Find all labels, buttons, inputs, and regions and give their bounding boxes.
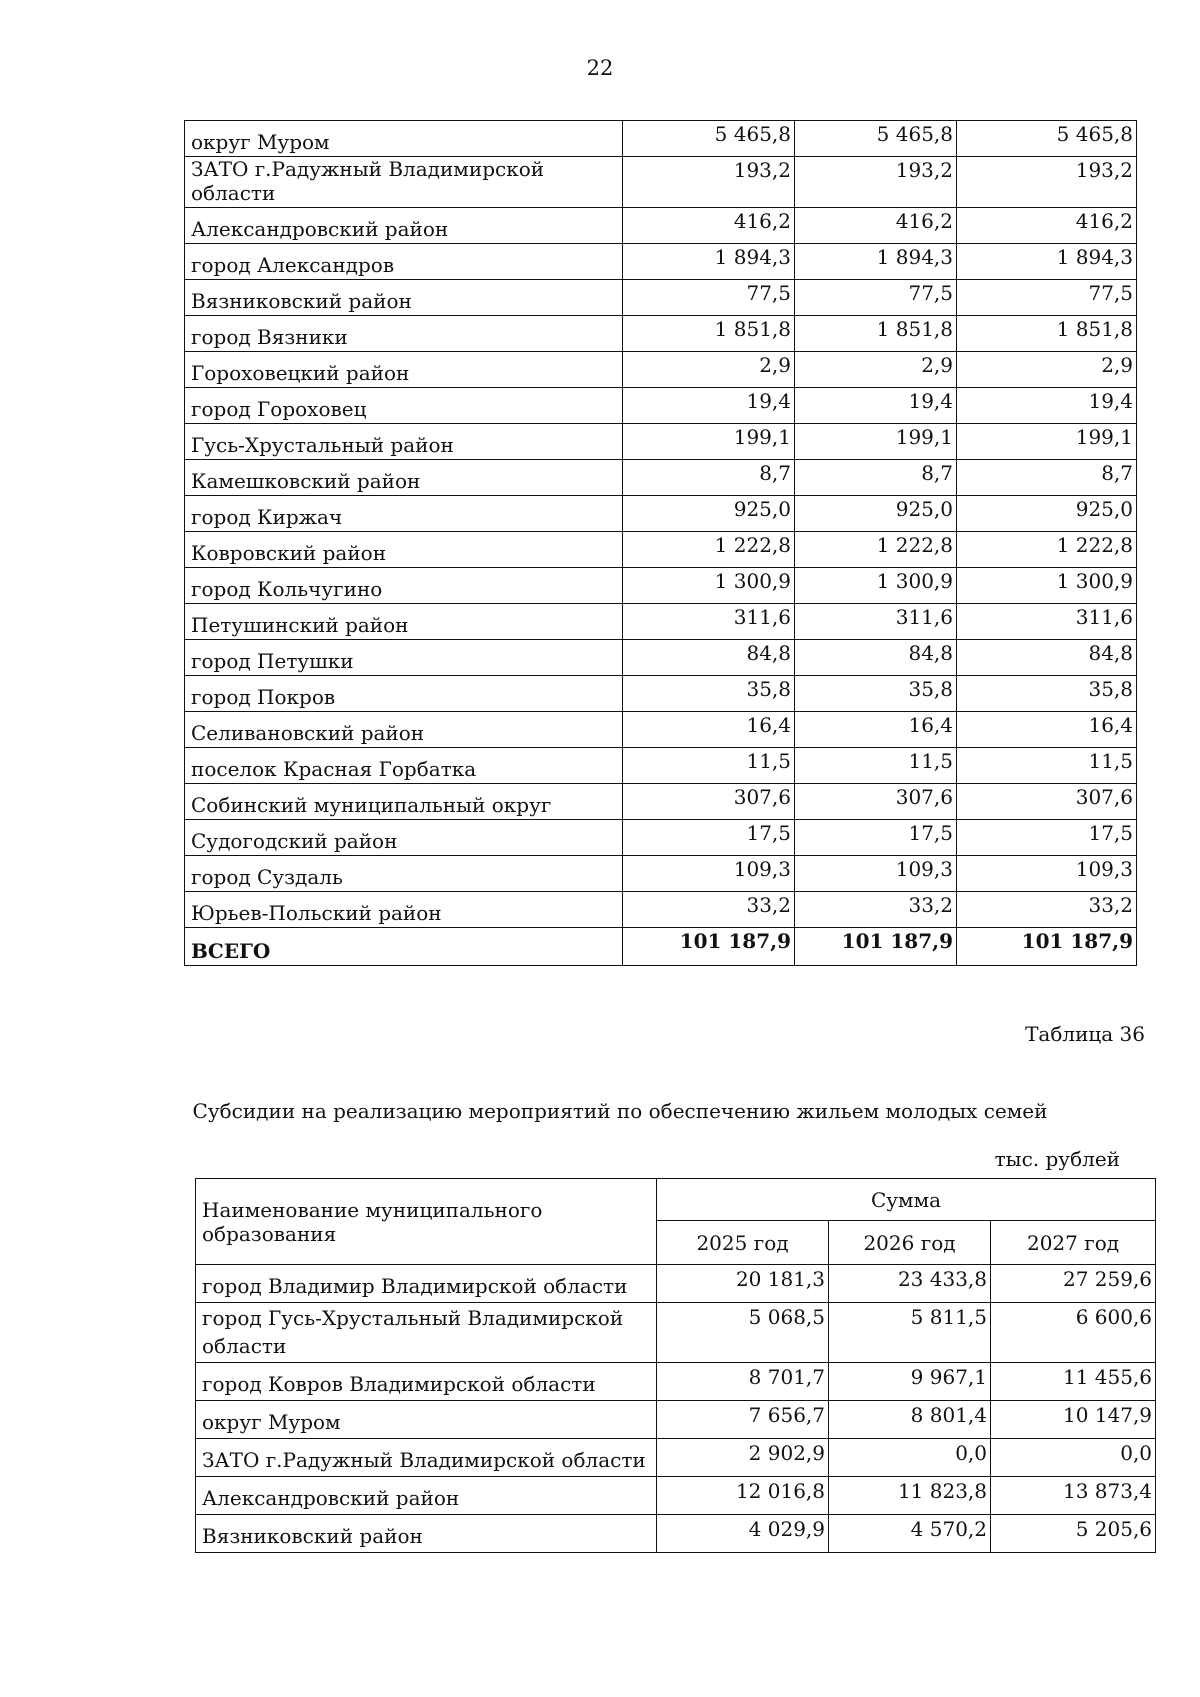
value-2026-cell: 9 967,1 [829, 1363, 991, 1401]
municipality-name-cell: Камешковский район [185, 460, 623, 496]
municipality-name-cell: Александровский район [185, 208, 623, 244]
value-2027-cell: 11 455,6 [991, 1363, 1156, 1401]
table2-body [196, 1265, 1156, 1553]
municipality-name-cell: Гороховецкий район [185, 352, 623, 388]
value-2026-cell: 84,8 [795, 640, 957, 676]
value-2027-cell: 10 147,9 [991, 1401, 1156, 1439]
value-2025-cell: 199,1 [623, 424, 795, 460]
value-2025-cell: 35,8 [623, 676, 795, 712]
table-row [185, 208, 1137, 244]
municipality-name-cell: поселок Красная Горбатка [185, 748, 623, 784]
value-2027-cell: 1 222,8 [957, 532, 1137, 568]
value-2027-cell: 2,9 [957, 352, 1137, 388]
municipality-name-cell: город Ковров Владимирской области [196, 1363, 657, 1401]
column-header-2025: 2025 год [657, 1221, 829, 1265]
value-2025-cell: 109,3 [623, 856, 795, 892]
table-row [196, 1439, 1156, 1477]
table-caption: Таблица 36 [1025, 1022, 1145, 1046]
value-2026-cell: 109,3 [795, 856, 957, 892]
municipality-name-cell: Гусь-Хрустальный район [185, 424, 623, 460]
subsidies-table-continued [184, 120, 1137, 966]
value-2025-cell: 33,2 [623, 892, 795, 928]
value-2026-cell: 311,6 [795, 604, 957, 640]
municipality-name-cell: округ Муром [196, 1401, 657, 1439]
value-2025-cell: 17,5 [623, 820, 795, 856]
value-2025-cell: 12 016,8 [657, 1477, 829, 1515]
value-2025-cell: 84,8 [623, 640, 795, 676]
municipality-name-cell: город Киржач [185, 496, 623, 532]
table-row [185, 388, 1137, 424]
table-row [185, 640, 1137, 676]
value-2027-cell: 0,0 [991, 1439, 1156, 1477]
value-2027-cell: 5 465,8 [957, 121, 1137, 157]
value-2027-cell: 109,3 [957, 856, 1137, 892]
value-2025-cell: 416,2 [623, 208, 795, 244]
value-2026-cell: 17,5 [795, 820, 957, 856]
value-2026-cell: 35,8 [795, 676, 957, 712]
value-2027-cell: 16,4 [957, 712, 1137, 748]
municipality-name-cell: город Гороховец [185, 388, 623, 424]
municipality-name-cell: город Гусь-Хрустальный Владимирской области [196, 1303, 657, 1363]
value-2026-cell: 19,4 [795, 388, 957, 424]
value-2027-cell: 27 259,6 [991, 1265, 1156, 1303]
value-2026-cell: 8 801,4 [829, 1401, 991, 1439]
table-row [185, 676, 1137, 712]
municipality-name-cell: город Вязники [185, 316, 623, 352]
value-2027-cell: 8,7 [957, 460, 1137, 496]
table-row [185, 244, 1137, 280]
column-header-2026: 2026 год [829, 1221, 991, 1265]
value-2025-cell: 11,5 [623, 748, 795, 784]
municipality-name-cell: город Кольчугино [185, 568, 623, 604]
value-2026-cell: 16,4 [795, 712, 957, 748]
table-row [185, 460, 1137, 496]
value-2025-cell: 7 656,7 [657, 1401, 829, 1439]
municipality-name-cell: Юрьев-Польский район [185, 892, 623, 928]
value-2026-cell: 2,9 [795, 352, 957, 388]
value-2026-cell: 33,2 [795, 892, 957, 928]
municipality-name-cell: город Александров [185, 244, 623, 280]
table-row [185, 856, 1137, 892]
table-row [185, 280, 1137, 316]
page-number: 22 [586, 56, 614, 80]
table-row [196, 1303, 1156, 1363]
value-2026-cell: 416,2 [795, 208, 957, 244]
table-title: Субсидии на реализацию мероприятий по обеспечению жильем молодых семей [192, 1099, 1048, 1123]
value-2027-cell: 925,0 [957, 496, 1137, 532]
value-2027-cell: 5 205,6 [991, 1515, 1156, 1553]
table-row [185, 892, 1137, 928]
value-2026-cell: 77,5 [795, 280, 957, 316]
value-2027-cell: 311,6 [957, 604, 1137, 640]
young-families-housing-table [195, 1178, 1156, 1553]
value-2027-cell: 1 300,9 [957, 568, 1137, 604]
table-row [196, 1401, 1156, 1439]
value-2027-cell: 35,8 [957, 676, 1137, 712]
column-header-name: Наименование муниципального образования [196, 1179, 657, 1265]
value-2025-cell: 4 029,9 [657, 1515, 829, 1553]
municipality-name-cell: город Суздаль [185, 856, 623, 892]
value-2025-cell: 16,4 [623, 712, 795, 748]
table-row [185, 784, 1137, 820]
table-row [196, 1477, 1156, 1515]
municipality-name-cell: город Петушки [185, 640, 623, 676]
value-2025-cell: 2 902,9 [657, 1439, 829, 1477]
total-2027-cell: 101 187,9 [957, 928, 1137, 966]
value-2027-cell: 84,8 [957, 640, 1137, 676]
table-row [196, 1363, 1156, 1401]
value-2026-cell: 5 465,8 [795, 121, 957, 157]
municipality-name-cell: Судогодский район [185, 820, 623, 856]
value-2027-cell: 77,5 [957, 280, 1137, 316]
value-2026-cell: 4 570,2 [829, 1515, 991, 1553]
value-2026-cell: 199,1 [795, 424, 957, 460]
value-2027-cell: 11,5 [957, 748, 1137, 784]
municipality-name-cell: ЗАТО г.Радужный Владимирской области [196, 1439, 657, 1477]
value-2026-cell: 1 300,9 [795, 568, 957, 604]
municipality-name-cell: округ Муром [185, 121, 623, 157]
value-2027-cell: 307,6 [957, 784, 1137, 820]
value-2027-cell: 1 851,8 [957, 316, 1137, 352]
value-2026-cell: 8,7 [795, 460, 957, 496]
municipality-name-cell: Селивановский район [185, 712, 623, 748]
value-2026-cell: 5 811,5 [829, 1303, 991, 1363]
municipality-name-cell: Петушинский район [185, 604, 623, 640]
total-2026-cell: 101 187,9 [795, 928, 957, 966]
table-row [185, 748, 1137, 784]
value-2026-cell: 307,6 [795, 784, 957, 820]
value-2026-cell: 193,2 [795, 157, 957, 208]
value-2027-cell: 1 894,3 [957, 244, 1137, 280]
table-row [185, 316, 1137, 352]
value-2025-cell: 925,0 [623, 496, 795, 532]
municipality-name-cell: Вязниковский район [196, 1515, 657, 1553]
value-2025-cell: 5 068,5 [657, 1303, 829, 1363]
value-2027-cell: 6 600,6 [991, 1303, 1156, 1363]
table-row [185, 820, 1137, 856]
total-row [185, 928, 1137, 966]
table-row [196, 1515, 1156, 1553]
value-2027-cell: 199,1 [957, 424, 1137, 460]
value-2026-cell: 1 894,3 [795, 244, 957, 280]
value-2025-cell: 2,9 [623, 352, 795, 388]
value-2025-cell: 1 300,9 [623, 568, 795, 604]
value-2025-cell: 8 701,7 [657, 1363, 829, 1401]
value-2027-cell: 13 873,4 [991, 1477, 1156, 1515]
value-2025-cell: 5 465,8 [623, 121, 795, 157]
value-2026-cell: 23 433,8 [829, 1265, 991, 1303]
municipality-name-cell: Александровский район [196, 1477, 657, 1515]
value-2025-cell: 307,6 [623, 784, 795, 820]
table-row [185, 496, 1137, 532]
municipality-name-cell: ЗАТО г.Радужный Владимирской области [185, 157, 623, 208]
value-2025-cell: 1 894,3 [623, 244, 795, 280]
value-2025-cell: 20 181,3 [657, 1265, 829, 1303]
table1-body [185, 121, 1137, 966]
value-2027-cell: 416,2 [957, 208, 1137, 244]
municipality-name-cell: город Владимир Владимирской области [196, 1265, 657, 1303]
table-row [196, 1265, 1156, 1303]
value-2027-cell: 193,2 [957, 157, 1137, 208]
table-row [185, 157, 1137, 208]
municipality-name-cell: Собинский муниципальный округ [185, 784, 623, 820]
municipality-name-cell: Ковровский район [185, 532, 623, 568]
value-2026-cell: 1 222,8 [795, 532, 957, 568]
table-row [185, 532, 1137, 568]
units-label: тыс. рублей [994, 1147, 1120, 1171]
value-2025-cell: 1 851,8 [623, 316, 795, 352]
value-2025-cell: 19,4 [623, 388, 795, 424]
municipality-name-cell: город Покров [185, 676, 623, 712]
total-label-cell: ВСЕГО [185, 928, 623, 966]
value-2026-cell: 0,0 [829, 1439, 991, 1477]
value-2027-cell: 33,2 [957, 892, 1137, 928]
value-2025-cell: 8,7 [623, 460, 795, 496]
table-row [185, 352, 1137, 388]
total-2025-cell: 101 187,9 [623, 928, 795, 966]
column-header-2027: 2027 год [991, 1221, 1156, 1265]
value-2025-cell: 311,6 [623, 604, 795, 640]
table-row [185, 712, 1137, 748]
value-2026-cell: 1 851,8 [795, 316, 957, 352]
value-2025-cell: 193,2 [623, 157, 795, 208]
value-2026-cell: 11,5 [795, 748, 957, 784]
table-row [185, 424, 1137, 460]
value-2026-cell: 925,0 [795, 496, 957, 532]
column-header-sum: Сумма [657, 1179, 1156, 1221]
table-row [185, 604, 1137, 640]
table-row [185, 568, 1137, 604]
value-2025-cell: 77,5 [623, 280, 795, 316]
value-2026-cell: 11 823,8 [829, 1477, 991, 1515]
table-row [185, 121, 1137, 157]
value-2027-cell: 19,4 [957, 388, 1137, 424]
value-2027-cell: 17,5 [957, 820, 1137, 856]
value-2025-cell: 1 222,8 [623, 532, 795, 568]
municipality-name-cell: Вязниковский район [185, 280, 623, 316]
